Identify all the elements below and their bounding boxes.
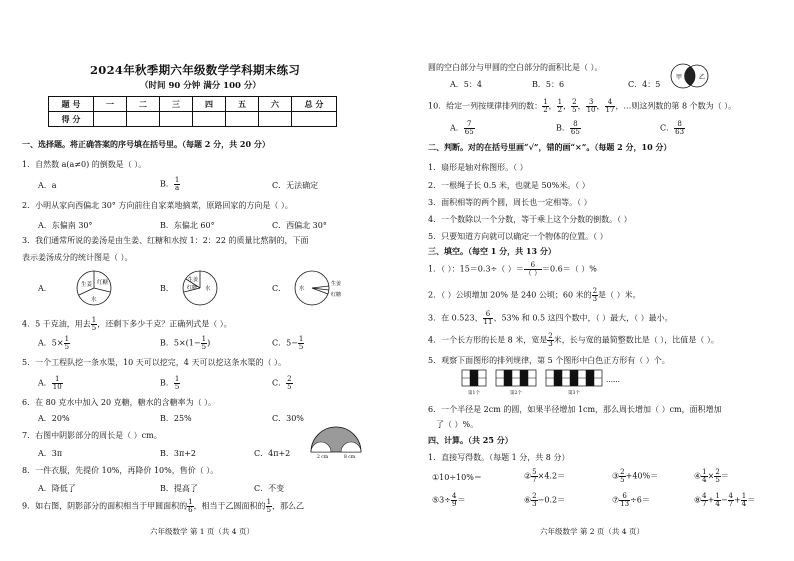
question-3-cont: 表示姜汤成分的统计图是（ ）。 xyxy=(22,253,133,262)
calc-heading: 1．直接写得数。（每题 1 分，共 8 分） xyxy=(428,453,570,462)
pie-chart-b xyxy=(182,270,218,306)
square-pattern-figure xyxy=(462,370,632,400)
page-footer-right: 六年级数学 第 2 页（共 4 页） xyxy=(540,527,644,536)
q1-option-b: B． $\frac{1}{a}$ xyxy=(160,176,180,192)
q7-option-c: C．4π+2 xyxy=(254,449,291,458)
fill-5: 5．观察下面图形的排列规律，第 5 个图形中白色正方形有（ ）个。 xyxy=(428,356,670,365)
q5-option-b: B． $\frac{1}{5}$ xyxy=(160,375,180,391)
section-3-heading: 三、填空。（每空 1 分，共 13 分） xyxy=(428,246,556,256)
score-blank[interactable] xyxy=(193,112,226,127)
q5-option-c: C． $\frac{2}{5}$ xyxy=(272,375,292,391)
pie-label-sugar: 红糖 xyxy=(187,285,198,291)
pattern-label: 第2个 xyxy=(510,391,522,396)
venn-circles-figure xyxy=(666,62,716,92)
score-table xyxy=(48,96,337,127)
q1-option-c: C．无法确定 xyxy=(272,181,319,190)
pie-chart-c xyxy=(294,270,342,306)
judge-5: 5．只要知道方向就可以确定一个物体的位置。（ ） xyxy=(428,232,608,241)
question-2: 2．小明从家向西偏北 30° 方向前往自家菜地摘菜，原路回家的方向是（ ）。 xyxy=(22,201,293,210)
q7-option-a: A．3π xyxy=(38,449,63,458)
r0-option-b: B．5：6 xyxy=(532,80,565,89)
score-table-header-row xyxy=(49,97,337,112)
pie-label-sugar: 红糖 xyxy=(331,292,342,298)
exam-title: 2024年秋季期六年级数学学科期末练习 xyxy=(90,63,301,77)
score-table-row xyxy=(49,112,337,127)
figure-label: 8 cm xyxy=(344,455,356,460)
score-blank[interactable] xyxy=(127,112,160,127)
q1-option-a: A．a xyxy=(38,181,57,190)
calc-3: ③ $\frac{2}{5}$ +40%＝ xyxy=(612,468,659,484)
pie-label-water: 水 xyxy=(91,297,97,303)
fill-2: 2．（ ）公顷增加 20% 是 240 公顷；60 米的 $\frac{2}{3}$ 是（ ）米。 xyxy=(428,287,641,303)
calc-5: ⑤3÷ $\frac{4}{9}$ ＝ xyxy=(432,492,466,508)
pattern-ellipsis: …… xyxy=(606,376,620,384)
calc-1: ①10÷10%＝ xyxy=(432,473,482,482)
r0-option-a: A．5：4 xyxy=(450,80,482,89)
pattern-label: 第1个 xyxy=(468,391,480,396)
question-5: 5．一个工程队挖一条水渠，10 天可以挖完，4 天可以挖这条水渠的（ ）。 xyxy=(22,358,286,367)
q8-option-a: A．降低了 xyxy=(38,484,76,493)
pie-label-water: 水 xyxy=(299,286,305,292)
score-blank[interactable] xyxy=(160,112,193,127)
score-row-label: 得 分 xyxy=(49,112,94,127)
q3-option-b: B． xyxy=(160,284,174,293)
question-4: 4．5 千克油，用去 $\frac{1}{5}$ ，还剩下多少千克？正确列式是（ ）。 xyxy=(22,316,232,332)
q7-option-b: B．3π+2 xyxy=(160,449,197,458)
question-3: 3．我们通常所说的姜汤是由生姜、红糖和水按 1：2：22 的质量比熬制的，下面 xyxy=(22,236,309,245)
score-cell: 三 xyxy=(160,97,193,112)
calc-2: ② $\frac{5}{7}$ ×4.2＝ xyxy=(524,468,566,484)
q9-continued: 圆的空白部分与甲圆的空白部分的面积比是（ ）。 xyxy=(428,63,603,72)
calc-8: ⑧ $\frac{4}{7}$ + $\frac{1}{4}$ − $\frac{4}{7}$ + $\frac{1}{4}$ ＝ xyxy=(694,492,756,508)
q8-option-c: C．不变 xyxy=(254,484,285,493)
pattern-figure-3 xyxy=(546,370,602,386)
judge-4: 4．一个数除以一个分数，等于乘上这个分数的倒数。（ ） xyxy=(428,215,632,224)
calc-4: ④ $\frac{1}{4}$ × $\frac{2}{5}$ ＝ xyxy=(694,468,729,484)
score-blank[interactable] xyxy=(292,112,337,127)
r0-option-c: C．4：5 xyxy=(628,80,661,89)
q2-option-a: A．东偏南 30° xyxy=(38,221,93,230)
pie-label-water: 水 xyxy=(205,286,211,292)
fill-1: 1．（ ）：15＝0.3÷（ ）＝ $\frac{6}{( )}$ ＝0.6＝（ ）% xyxy=(428,261,597,277)
calc-7: ⑦ $\frac{6}{13}$ ÷6＝ xyxy=(612,492,650,508)
q4-option-b: B．5×(1− $\frac{1}{5}$ ) xyxy=(160,335,211,351)
score-cell: 二 xyxy=(127,97,160,112)
q6-option-c: C．30% xyxy=(272,414,304,423)
score-blank[interactable] xyxy=(259,112,292,127)
q10-option-a: A． $\frac{7}{65}$ xyxy=(450,120,474,136)
q8-option-b: B．提高了 xyxy=(160,484,198,493)
fill-3: 3．在 0.523、 $\frac{6}{11}$ 、53% 和 0.5 这四个数中，（ ）最大，（ ）最小。 xyxy=(428,310,673,326)
section-2-heading: 二、判断。对的在括号里画“√”，错的画“×”。（每题 2 分，10 分） xyxy=(428,142,672,152)
q4-option-c: C．5− $\frac{1}{5}$ xyxy=(272,335,304,351)
q10-option-b: B． $\frac{8}{65}$ xyxy=(556,120,580,136)
score-blank[interactable] xyxy=(226,112,259,127)
figure-label: 2 cm xyxy=(317,455,329,460)
question-10: 10．给定一列按规律排列的数： $\frac{1}{2}$ ， $\frac{1}{2}$ ， $\frac{2}{5}$ ， $\frac{3}{10}$ ， $\frac{4}{17}$ ，…则这列数的第 8 个数为（ ）。 xyxy=(428,98,737,114)
q3-option-a: A． xyxy=(38,284,52,293)
question-6: 6．在 80 克水中加入 20 克糖，糖水的含糖率为（ ）。 xyxy=(22,398,217,407)
pattern-figure-2 xyxy=(496,370,536,386)
fill-4: 4．一个长方形的长是 8 米，宽是 $\frac{2}{3}$ 米，长与宽的最简整数比是（ ），比值是（ ）。 xyxy=(428,332,719,348)
judge-3: 3．面积相等的两个圆，周长也一定相等。（ ） xyxy=(428,198,592,207)
venn-label: 乙 xyxy=(699,74,706,81)
page-footer-left: 六年级数学 第 1 页（共 4 页） xyxy=(150,527,254,536)
q6-option-a: A．20% xyxy=(38,414,70,423)
q10-option-c: C． $\frac{8}{63}$ xyxy=(660,120,685,136)
q6-option-b: B．25% xyxy=(160,414,192,423)
score-cell: 总 分 xyxy=(292,97,337,112)
question-9: 9．如右图，阴影部分的面积相当于甲圆面积的 $\frac{1}{6}$ ，相当于乙圆面积的 $\frac{1}{5}$ ，那么乙 xyxy=(22,498,305,514)
question-8: 8．一件衣服，先提价 10%，再降价 10%，售价（ ）。 xyxy=(22,466,219,475)
q2-option-c: C．西偏北 30° xyxy=(272,221,327,230)
pie-label-ginger: 生姜 xyxy=(81,282,93,288)
judge-1: 1．扇形是轴对称图形。（ ） xyxy=(428,163,528,172)
fill-6: 6．一个半径是 2cm 的圆，如果半径增加 1cm，那么周长增加（ ）cm，面积增加 xyxy=(428,405,722,414)
pie-label-ginger: 生姜 xyxy=(188,277,199,283)
score-cell: 题 号 xyxy=(49,97,94,112)
judge-2: 2．一根绳子长 0.5 米，也就是 50%米。（ ） xyxy=(428,181,590,190)
score-cell: 一 xyxy=(94,97,127,112)
section-4-heading: 四、计算。（共 25 分） xyxy=(428,435,513,445)
calc-6: ⑥ $\frac{2}{3}$ −0.2＝ xyxy=(524,492,566,508)
score-cell: 五 xyxy=(226,97,259,112)
section-1-heading: 一、选择题。将正确答案的序号填在括号里。（每题 2 分，共 20 分） xyxy=(22,139,270,149)
pie-label-sugar: 红糖 xyxy=(97,280,109,286)
pattern-figure-1 xyxy=(462,370,486,386)
venn-label: 甲 xyxy=(676,74,683,81)
fill-6-cont: 了（ ）%。 xyxy=(436,420,479,429)
pie-label-ginger: 生姜 xyxy=(331,281,342,287)
question-7: 7．右图中阴影部分的周长是（ ）cm。 xyxy=(22,431,162,440)
pie-chart-a xyxy=(76,270,112,306)
semicircle-figure xyxy=(308,424,364,458)
question-1: 1．自然数 a(a≠0) 的倒数是（ ）。 xyxy=(22,160,147,169)
pattern-label: 第3个 xyxy=(568,391,580,396)
score-cell: 四 xyxy=(193,97,226,112)
q4-option-a: A．5× $\frac{1}{5}$ xyxy=(38,335,70,351)
q5-option-a: A． $\frac{1}{10}$ xyxy=(38,375,62,391)
score-cell: 六 xyxy=(259,97,292,112)
exam-subtitle: （时间 90 分钟 满分 100 分） xyxy=(140,81,261,91)
q3-option-c: C． xyxy=(272,284,287,293)
q2-option-b: B．东偏北 60° xyxy=(160,221,215,230)
score-blank[interactable] xyxy=(94,112,127,127)
